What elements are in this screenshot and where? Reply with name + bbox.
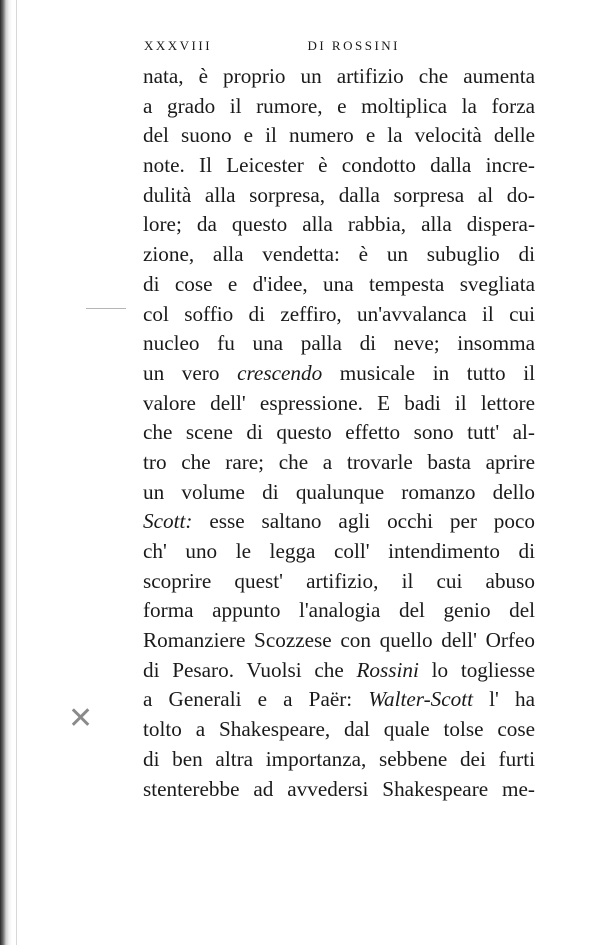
text-segment: scoprire quest' artifizio, il cui abuso — [143, 568, 535, 593]
text-segment: forma appunto l'analogia del genio del — [143, 598, 535, 623]
margin-pencil-cross-mark: ✕ — [68, 702, 94, 735]
text-segment: note. Il Leicester è condotto dalla incre- — [143, 153, 535, 178]
page-number: XXXVIII — [144, 38, 213, 53]
text-line — [143, 240, 535, 270]
text-segment: tolto a Shakespeare, dal quale tolse cose — [143, 717, 535, 742]
text-segment: col soffio di zeffiro, un'avvalanca il cui — [143, 301, 535, 326]
text-segment: stenterebbe ad avvedersi Shakespeare me- — [143, 776, 535, 801]
text-segment: di cose e d'idee, una tempesta svegliata — [143, 271, 535, 296]
text-line — [143, 210, 535, 240]
italic-text: Scott: — [143, 509, 193, 534]
text-line — [143, 329, 535, 359]
text-line — [143, 596, 535, 626]
text-segment: del suono e il numero e la velocità delle — [143, 123, 535, 148]
text-line — [143, 715, 535, 745]
text-segment: tro che rare; che a trovarle basta aprire — [143, 449, 535, 474]
running-head: DI ROSSINI — [307, 38, 400, 53]
text-segment: valore dell' espressione. E badi il lettore — [143, 390, 535, 415]
text-segment: di Pesaro. Vuolsi che — [143, 657, 357, 682]
text-segment: a Generali e a Paër: — [143, 687, 369, 712]
text-segment: dulità alla sorpresa, dalla sorpresa al do- — [143, 182, 535, 207]
text-segment: musicale in tutto il — [322, 360, 536, 385]
text-line — [143, 567, 535, 597]
page-header — [144, 38, 400, 60]
text-segment: un volume di qualunque romanzo dello — [143, 479, 535, 504]
text-line — [143, 537, 535, 567]
text-line — [143, 448, 535, 478]
text-segment: zione, alla vendetta: è un subuglio di — [143, 242, 535, 267]
margin-pencil-dash — [86, 308, 126, 309]
text-line — [143, 775, 535, 805]
text-segment: ch' uno le legga coll' intendimento di — [143, 539, 535, 563]
italic-text: Rossini — [356, 657, 419, 682]
text-line — [143, 626, 535, 656]
text-line — [143, 62, 535, 92]
text-segment: lore; da questo alla rabbia, alla dispera- — [143, 212, 535, 237]
text-line — [143, 478, 535, 508]
text-segment: che scene di questo effetto sono tutt' al- — [143, 420, 535, 445]
text-line — [143, 121, 535, 151]
text-line — [143, 270, 535, 300]
text-segment: lo togliesse — [418, 657, 535, 682]
text-segment: nucleo fu una palla di neve; insomma — [143, 331, 535, 356]
text-line — [143, 151, 535, 181]
text-segment: l' ha — [473, 687, 536, 712]
italic-text: Walter-Scott — [368, 687, 474, 712]
page-body-text — [143, 62, 535, 804]
book-spine-shadow — [0, 0, 12, 945]
text-line — [143, 507, 535, 537]
text-line — [143, 418, 535, 448]
text-segment: esse saltano agli occhi per poco — [192, 509, 535, 534]
text-line — [143, 656, 535, 686]
text-line — [143, 300, 535, 330]
text-line — [143, 389, 535, 419]
text-line — [143, 685, 535, 715]
text-line — [143, 359, 535, 389]
text-segment: nata, è proprio un artifizio che aumenta — [143, 64, 535, 88]
text-line — [143, 745, 535, 775]
text-segment: di ben altra importanza, sebbene dei furti — [143, 746, 535, 771]
text-segment: Romanziere Scozzese con quello dell' Orfeo — [143, 628, 535, 653]
italic-text: crescendo — [237, 360, 323, 385]
text-line — [143, 181, 535, 211]
text-segment: a grado il rumore, e moltiplica la forza — [143, 93, 535, 118]
text-segment: un vero — [143, 360, 238, 385]
text-line — [143, 92, 535, 122]
page-gutter-line — [16, 0, 17, 945]
